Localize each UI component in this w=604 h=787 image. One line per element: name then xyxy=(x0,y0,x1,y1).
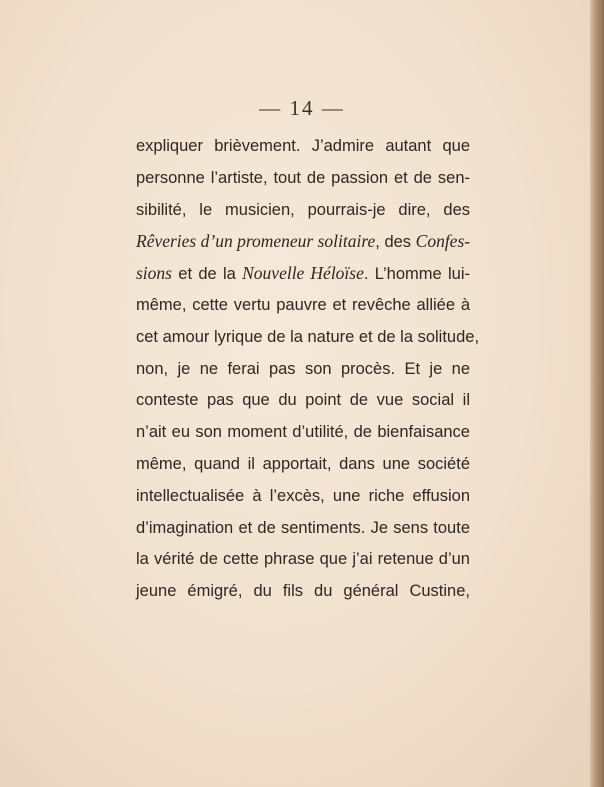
text-segment: . L’homme lui- xyxy=(363,265,471,284)
book-spine-edge xyxy=(590,0,604,787)
text-line xyxy=(136,544,470,576)
text-line xyxy=(136,449,470,481)
text-segment: non, je ne ferai pas son procès. Et je ne xyxy=(136,359,470,378)
text-segment: n’ait eu son moment d’utilité, de bienfaisance xyxy=(136,423,470,442)
text-segment: cet amour lyrique de la nature et de la solitude, xyxy=(136,327,480,346)
text-line xyxy=(136,226,470,258)
text-line xyxy=(136,354,470,386)
text-line xyxy=(136,163,470,195)
text-line xyxy=(136,322,480,354)
text-segment: la vérité de cette phrase que j’ai retenue d’un xyxy=(136,550,470,569)
text-line xyxy=(136,131,470,163)
text-segment: intellectualisée à l’excès, une riche effusion xyxy=(136,486,470,505)
text-segment: expliquer brièvement. J’admire autant que xyxy=(136,137,470,155)
italic-title-segment: sions xyxy=(136,263,172,284)
text-segment: même, cette vertu pauvre et revêche alliée à xyxy=(136,295,470,314)
text-segment: sibilité, le musicien, pourrais-je dire, des xyxy=(136,200,470,219)
italic-title-segment: Nouvelle Héloïse xyxy=(242,263,364,284)
text-line xyxy=(136,258,470,290)
text-segment: , des xyxy=(375,233,416,252)
text-segment: jeune émigré, du fils du général Custine, xyxy=(136,582,470,601)
italic-title-segment: Rêveries d’un promeneur solitaire xyxy=(136,231,376,252)
text-segment: personne l’artiste, tout de passion et de sen- xyxy=(136,168,470,187)
text-line xyxy=(136,481,470,513)
text-line xyxy=(136,195,470,227)
page-number: — 14 — xyxy=(259,96,345,120)
text-line xyxy=(136,576,470,608)
text-line xyxy=(136,417,470,449)
text-segment: même, quand il apportait, dans une société xyxy=(136,454,470,473)
text-line xyxy=(136,513,470,545)
text-segment: et de la xyxy=(171,265,243,284)
text-segment: d’imagination et de sentiments. Je sens toute xyxy=(136,518,470,537)
text-segment: conteste pas que du point de vue social il xyxy=(136,391,470,410)
text-line xyxy=(136,290,470,322)
body-text xyxy=(136,131,480,608)
text-line xyxy=(136,385,470,417)
italic-title-segment: Confes- xyxy=(415,231,471,252)
